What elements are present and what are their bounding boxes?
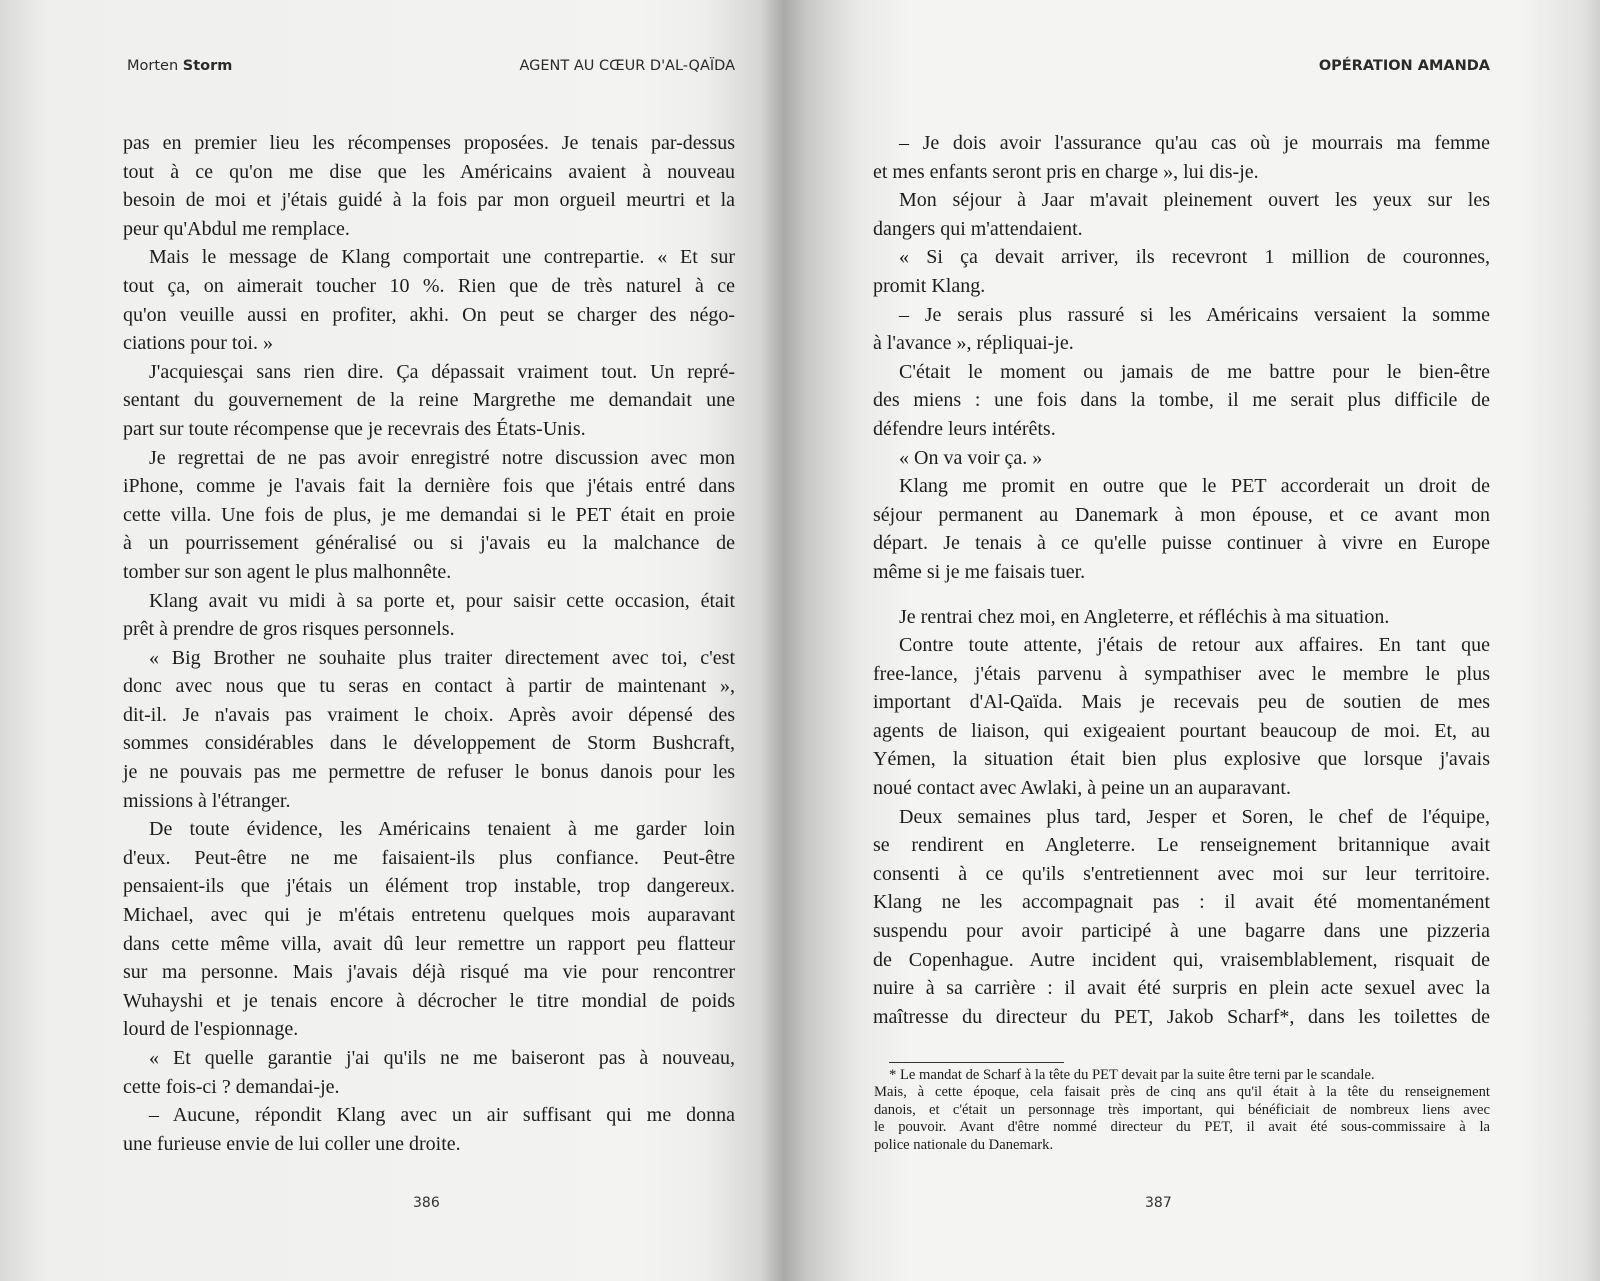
running-header-book-title: AGENT AU CŒUR D'AL-QAÏDA xyxy=(519,58,735,74)
text-line: Deux semaines plus tard, Jesper et Soren, le chef de l'équipe, xyxy=(899,805,1490,828)
text-line: « On va voir ça. » xyxy=(899,446,1043,469)
paragraph xyxy=(123,1044,735,1101)
text-line: dans cette même villa, avait dû leur remettre un rapport peu flatteur xyxy=(123,932,735,955)
paragraph xyxy=(873,301,1490,358)
text-line: pensaient-ils que j'étais un élément trop instable, trop dangereux. xyxy=(123,875,735,898)
footnote-rule xyxy=(889,1062,1064,1063)
text-line: défendre leurs intérêts. xyxy=(873,417,1056,440)
text-line: Klang me promit en outre que le PET accorderait un droit de xyxy=(899,475,1490,498)
text-line: pas en premier lieu les récompenses proposées. Je tenais par-dessus xyxy=(123,132,735,154)
text-line: part sur toute récompense que je recevrais des États-Unis. xyxy=(123,417,586,440)
text-line: sur ma personne. Mais j'avais déjà risqué ma vie pour rencontrer xyxy=(123,961,735,984)
text-line: C'était le moment ou jamais de me battre pour le bien-être xyxy=(899,360,1490,383)
text-line: iPhone, comme je l'avais fait la dernière fois que j'étais entré dans xyxy=(123,475,735,498)
text-line: séjour permanent au Danemark à mon épouse, et ce avant mon xyxy=(873,503,1490,526)
text-line: free-lance, j'étais parvenu à sympathiser avec le membre le plus xyxy=(873,662,1490,685)
text-line: missions à l'étranger. xyxy=(123,789,291,812)
text-line: consenti à ce qu'ils s'entretiennent avec moi sur leur territoire. xyxy=(873,862,1490,885)
text-line: ciations pour toi. » xyxy=(123,332,273,355)
paragraph xyxy=(873,358,1490,444)
page-number: 386 xyxy=(413,1195,440,1211)
text-line: – Je serais plus rassuré si les Américains versaient la somme xyxy=(899,303,1490,326)
paragraph xyxy=(123,1101,735,1158)
text-line: à l'avance », répliquai-je. xyxy=(873,332,1074,355)
footnote-line: le pouvoir. Avant d'être nommé directeur du PET, il avait été sous-commissaire à la xyxy=(874,1119,1490,1136)
text-line: de Copenhague. Autre incident qui, vraisemblablement, risquait de xyxy=(873,948,1490,971)
text-line: Klang avait vu midi à sa porte et, pour saisir cette occasion, était xyxy=(149,589,735,612)
text-line: peur qu'Abdul me remplace. xyxy=(123,217,350,240)
text-line: besoin de moi et j'étais guidé à la fois par mon orgueil meurtri et la xyxy=(123,189,735,212)
text-line: Wuhayshi et je tenais encore à décrocher le titre mondial de poids xyxy=(123,989,735,1012)
paragraph xyxy=(123,444,735,587)
text-line: « Et quelle garantie j'ai qu'ils ne me baiseront pas à nouveau, xyxy=(149,1047,735,1069)
text-line: « Big Brother ne souhaite plus traiter directement avec toi, c'est xyxy=(149,646,735,669)
footnote xyxy=(874,1062,1490,1154)
text-line: dit-il. Je n'avais pas vraiment le choix. Après avoir dépensé des xyxy=(123,703,735,726)
footnote-line: danois, et c'était un personnage très important, qui bénéficiait de nombreux liens avec xyxy=(874,1101,1490,1118)
paragraph xyxy=(873,444,1490,473)
text-line: « Si ça devait arriver, ils recevront 1 million de couronnes, xyxy=(899,246,1490,269)
text-line: De toute évidence, les Américains tenaient à me garder loin xyxy=(149,818,735,841)
text-line: cette villa. Une fois de plus, je me demandai si le PET était en proie xyxy=(123,503,735,526)
text-line: tout ça, on aimerait toucher 10 %. Rien que de très naturel à ce xyxy=(123,274,735,297)
right-page-body xyxy=(873,129,1490,1031)
text-line: maîtresse du directeur du PET, Jakob Scharf*, dans les toilettes de xyxy=(873,1005,1490,1028)
paragraph xyxy=(873,243,1490,300)
left-page xyxy=(0,0,780,1281)
running-header-author xyxy=(127,58,232,74)
text-line: Mais le message de Klang comportait une contrepartie. « Et sur xyxy=(149,246,735,269)
text-line: se rendirent en Angleterre. Le renseignement britannique avait xyxy=(873,834,1490,857)
text-line: Michael, avec qui je m'étais entretenu quelques mois auparavant xyxy=(123,904,735,927)
text-line: cette fois-ci ? demandai-je. xyxy=(123,1075,340,1098)
paragraph xyxy=(873,631,1490,803)
text-line: donc avec nous que tu seras en contact à partir de maintenant », xyxy=(123,675,735,698)
text-line: départ. Je tenais à ce qu'elle puisse continuer à vivre en Europe xyxy=(873,532,1490,555)
left-page-body xyxy=(123,129,735,1158)
paragraph xyxy=(123,358,735,444)
author-last-name: Storm xyxy=(182,58,233,74)
footnote-line: police nationale du Danemark. xyxy=(874,1136,1054,1153)
author-first-name: Morten xyxy=(127,58,179,74)
text-line: lourd de l'espionnage. xyxy=(123,1018,299,1041)
text-line: sommes considérables dans le développement de Storm Bushcraft, xyxy=(123,732,735,755)
paragraph xyxy=(873,472,1490,586)
paragraph xyxy=(123,815,735,1044)
paragraph xyxy=(123,587,735,644)
paragraph xyxy=(123,644,735,816)
text-line: – Je dois avoir l'assurance qu'au cas où je mourrais ma femme xyxy=(899,132,1490,154)
text-line: tomber sur son agent le plus malhonnête. xyxy=(123,560,452,583)
text-line: à un pourrissement généralisé ou si j'avais eu la malchance de xyxy=(123,532,735,555)
text-line: Contre toute attente, j'étais de retour aux affaires. En tant que xyxy=(899,634,1490,657)
text-line: prêt à prendre de gros risques personnels. xyxy=(123,618,455,641)
text-line: J'acquiesçai sans rien dire. Ça dépassait vraiment tout. Un repré- xyxy=(149,360,735,383)
paragraph xyxy=(873,803,1490,1032)
section-break xyxy=(873,587,1490,603)
text-line: même si je me faisais tuer. xyxy=(873,560,1086,583)
page-number: 387 xyxy=(1145,1195,1172,1211)
text-line: suspendu pour avoir participé à une bagarre dans une pizzeria xyxy=(873,920,1490,943)
text-line: Yémen, la situation était bien plus explosive que lorsque j'avais xyxy=(873,748,1490,771)
text-line: Je regrettai de ne pas avoir enregistré notre discussion avec mon xyxy=(149,446,735,469)
text-line: – Aucune, répondit Klang avec un air suffisant qui me donna xyxy=(149,1104,735,1127)
text-line: des miens : une fois dans la tombe, il me serait plus difficile de xyxy=(873,389,1490,412)
paragraph xyxy=(873,186,1490,243)
paragraph xyxy=(123,243,735,357)
text-line: important d'Al-Qaïda. Mais je recevais peu de soutien de mes xyxy=(873,691,1490,714)
text-line: Je rentrai chez moi, en Angleterre, et réfléchis à ma situation. xyxy=(899,605,1390,628)
text-line: d'eux. Peut-être ne me faisaient-ils plus confiance. Peut-être xyxy=(123,846,735,869)
text-line: Klang ne les accompagnait pas : il avait été momentanément xyxy=(873,891,1490,914)
text-line: qu'on veuille aussi en profiter, akhi. On peut se charger des négo- xyxy=(123,303,735,326)
text-line: Mon séjour à Jaar m'avait pleinement ouvert les yeux sur les xyxy=(899,189,1490,212)
text-line: agents de liaison, qui exigeaient pourtant beaucoup de moi. Et, au xyxy=(873,719,1490,742)
text-line: une furieuse envie de lui coller une droite. xyxy=(123,1132,461,1155)
text-line: sentant du gouvernement de la reine Margrethe me demandait une xyxy=(123,389,735,412)
text-line: noué contact avec Awlaki, à peine un an auparavant. xyxy=(873,777,1291,800)
footnote-line: * Le mandat de Scharf à la tête du PET devait par la suite être terni par le scandale. xyxy=(889,1067,1375,1083)
text-line: dangers qui m'attendaient. xyxy=(873,217,1083,240)
text-line: nuire à sa carrière : il avait été surpris en plein acte sexuel avec la xyxy=(873,977,1490,1000)
text-line: je ne pouvais pas me permettre de refuser le bonus danois pour les xyxy=(123,761,735,784)
text-line: tout à ce qu'on me dise que les Américains avaient à nouveau xyxy=(123,160,735,183)
footnote-line: Mais, à cette époque, cela faisait près de cinq ans qu'il était à la tête du renseignement xyxy=(874,1084,1490,1101)
paragraph xyxy=(123,129,735,243)
text-line: promit Klang. xyxy=(873,274,986,297)
text-line: et mes enfants seront pris en charge », lui dis-je. xyxy=(873,160,1259,183)
running-header-chapter-title: OPÉRATION AMANDA xyxy=(1318,58,1490,74)
paragraph xyxy=(873,129,1490,186)
paragraph xyxy=(873,603,1490,632)
